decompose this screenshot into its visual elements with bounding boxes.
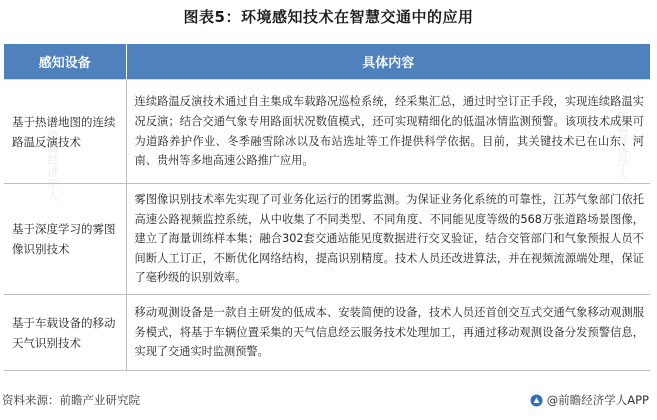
watermark: 前瞻经济学人 [322,200,335,272]
table-row [4,184,650,295]
brand-credit [530,392,649,408]
column-header-device: 感知设备 [4,44,126,80]
application-table-container [4,44,650,384]
brand-text: @前瞻经济学人APP [546,393,649,407]
watermark: 前瞻经济学人 [616,110,629,182]
watermark: 前瞻经济学人 [46,130,59,202]
row-content: 移动观测设备是一款自主研发的低成本、安装简便的设备，技术人员还首创交互式交通气象移动观测服务模式，将基于车辆位置采集的天气信息经云服务技术处理加工，再通过移动观测设备分发预警信息，实现了交通实时监测预警。 [126,295,650,371]
row-category: 基于车载设备的移动天气识别技术 [4,295,126,371]
application-table [4,44,650,371]
brand-logo-icon [530,394,543,407]
row-category: 基于深度学习的雾图像识别技术 [4,184,126,295]
row-content: 雾图像识别技术率先实现了可业务化运行的团雾监测。为保证业务化系统的可靠性，江苏气象部门依托高速公路视频监控系统，从中收集了不同类型、不同角度、不同能见度等级的568万张道路场景图像，建立了海量训练样本集；融合302套交通站能见度数据进行交叉验证，结合交管部门和气象预报人员不间断人工订正，不断优化网络结构，提高识别精度。技术人员还改进算法，并在视频流源端处理，保证了毫秒级的识别效率。 [126,184,650,295]
column-header-content: 具体内容 [126,44,650,80]
row-category: 基于热谱地图的连续路温反演技术 [4,80,126,184]
table-row [4,295,650,371]
table-header-row [4,44,650,80]
source-note: 资料来源：前瞻产业研究院 [2,393,140,407]
row-content: 连续路温反演技术通过自主集成车载路况巡检系统，经采集汇总，通过时空订正手段，实现连续路温实况反演；结合交通气象专用路面状况数值模式，还可实现精细化的低温冰情监测预警。该项技术成果可为道路养护作业、冬季融雪除冰以及布站选址等工作提供科学依据。目前，其关键技术已在山东、河南、贵州等多地高速公路推广应用。 [126,80,650,184]
page-title: 图表5：环境感知技术在智慧交通中的应用 [183,8,474,26]
table-row [4,80,650,184]
